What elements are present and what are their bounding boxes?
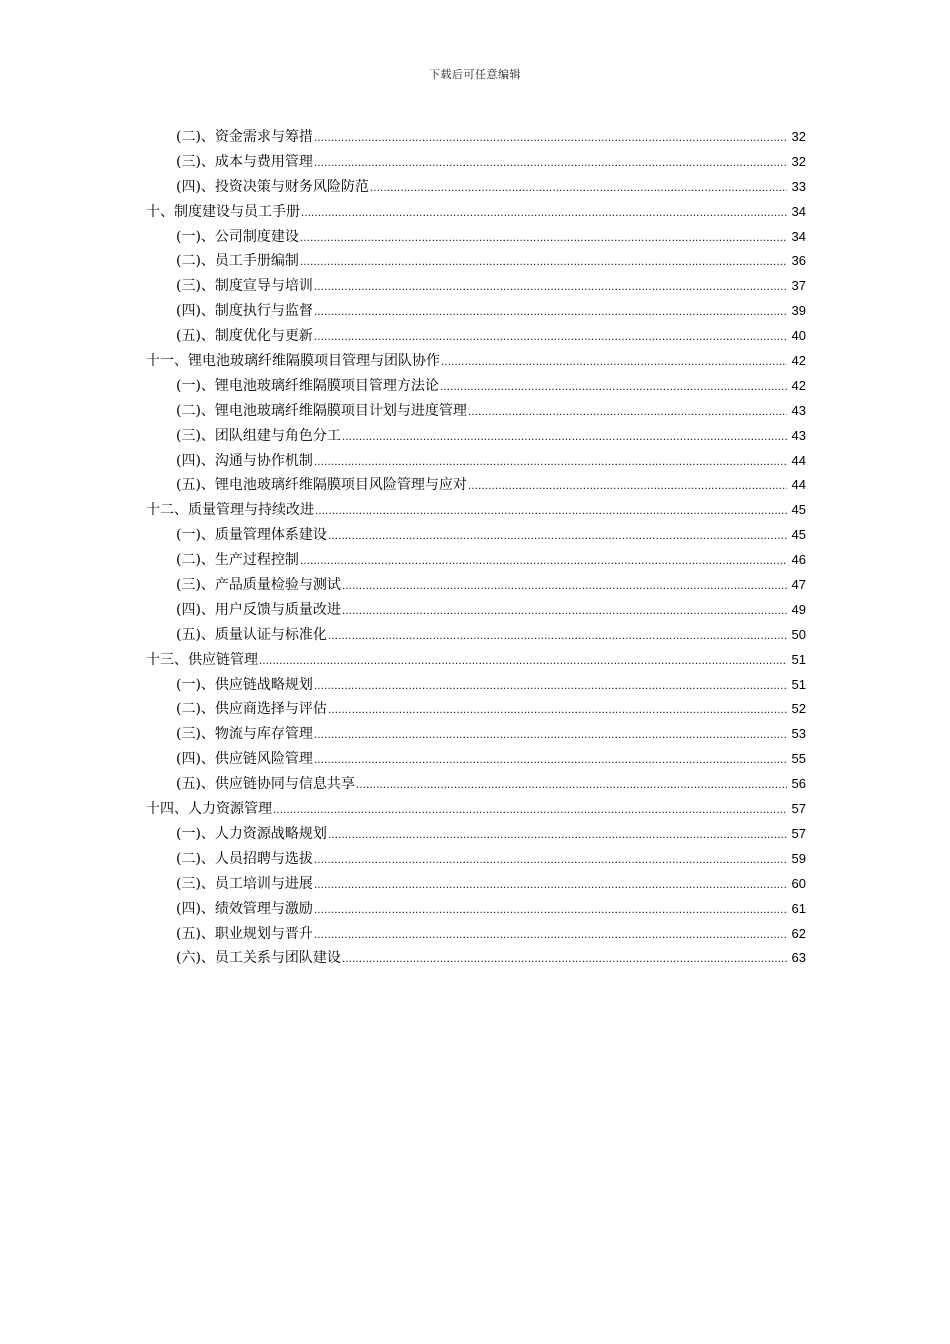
toc-section-link[interactable]: [146, 823, 806, 848]
toc-section-link[interactable]: [146, 126, 806, 151]
toc-section-link[interactable]: [146, 748, 806, 773]
toc-entry-title: (四)、绩效管理与激励: [176, 900, 313, 917]
toc-entry-title: (二)、生产过程控制: [176, 552, 299, 569]
toc-section-link[interactable]: [146, 474, 806, 499]
page-header: 下载后可任意编辑: [429, 68, 521, 81]
dot-leader: [314, 930, 787, 941]
toc-section-link[interactable]: [146, 773, 806, 798]
toc-page-number: 32: [791, 129, 806, 144]
toc-entry-title: 十、制度建设与员工手册: [146, 203, 300, 220]
toc-page-number: 44: [791, 477, 806, 493]
toc-page-number: 56: [791, 776, 806, 792]
dot-leader: [314, 755, 787, 766]
toc-page-number: 55: [791, 751, 806, 767]
dot-leader: [342, 581, 787, 592]
toc-entry-title: 十三、供应链管理: [146, 651, 258, 668]
toc-section-link[interactable]: [146, 848, 806, 873]
dot-leader: [440, 382, 787, 393]
toc-page-number: 42: [791, 377, 806, 393]
toc-page-number: 43: [791, 427, 806, 443]
dot-leader: [314, 457, 787, 468]
dot-leader: [300, 233, 787, 244]
toc-section-link[interactable]: [146, 275, 806, 300]
toc-page-number: 51: [791, 651, 806, 667]
toc-section-link[interactable]: [146, 947, 806, 972]
toc-section-link[interactable]: [146, 549, 806, 574]
toc-entry-title: (二)、员工手册编制: [176, 253, 299, 270]
dot-leader: [273, 805, 787, 816]
toc-section-link[interactable]: [146, 176, 806, 201]
table-of-contents: [146, 126, 806, 972]
toc-section-link[interactable]: [146, 599, 806, 624]
toc-entry-title: (六)、员工关系与团队建设: [176, 950, 341, 967]
toc-entry-title: (一)、锂电池玻璃纤维隔膜项目管理方法论: [176, 377, 439, 394]
toc-entry-title: (四)、制度执行与监督: [176, 303, 313, 320]
toc-section-link[interactable]: [146, 325, 806, 350]
dot-leader: [328, 631, 787, 642]
toc-page-number: 33: [791, 178, 806, 194]
toc-page-number: 57: [791, 825, 806, 841]
toc-entry-title: 十二、质量管理与持续改进: [146, 502, 314, 519]
toc-entry-title: (二)、资金需求与筹措: [176, 129, 313, 145]
dot-leader: [370, 183, 787, 194]
toc-page-number: 61: [791, 900, 806, 916]
toc-entry-title: (三)、员工培训与进展: [176, 875, 313, 892]
toc-entry-title: 十一、锂电池玻璃纤维隔膜项目管理与团队协作: [146, 353, 440, 370]
toc-page-number: 34: [791, 228, 806, 244]
dot-leader: [314, 332, 787, 343]
dot-leader: [314, 730, 787, 741]
toc-entry-title: (三)、团队组建与角色分工: [176, 427, 341, 444]
toc-page-number: 49: [791, 601, 806, 617]
dot-leader: [314, 282, 787, 293]
toc-entry-title: (五)、供应链协同与信息共享: [176, 776, 355, 793]
toc-page-number: 40: [791, 328, 806, 344]
toc-chapter-link[interactable]: [146, 798, 806, 823]
toc-page-number: 59: [791, 850, 806, 866]
toc-section-link[interactable]: [146, 698, 806, 723]
toc-section-link[interactable]: [146, 400, 806, 425]
dot-leader: [342, 606, 787, 617]
toc-entry-title: (二)、人员招聘与选拔: [176, 850, 313, 867]
toc-section-link[interactable]: [146, 375, 806, 400]
toc-page-number: 43: [791, 402, 806, 418]
toc-entry-title: 十四、人力资源管理: [146, 801, 272, 818]
toc-page-number: 53: [791, 726, 806, 742]
toc-page-number: 39: [791, 303, 806, 319]
toc-section-link[interactable]: [146, 624, 806, 649]
toc-entry-title: (四)、用户反馈与质量改进: [176, 601, 341, 618]
dot-leader: [441, 357, 787, 368]
dot-leader: [259, 656, 787, 667]
toc-entry-title: (四)、供应链风险管理: [176, 751, 313, 768]
toc-page-number: 34: [791, 203, 806, 219]
toc-page-number: 47: [791, 577, 806, 593]
toc-chapter-link[interactable]: [146, 201, 806, 226]
toc-section-link[interactable]: [146, 450, 806, 475]
toc-entry-title: (一)、公司制度建设: [176, 228, 299, 245]
dot-leader: [314, 855, 787, 866]
toc-section-link[interactable]: [146, 300, 806, 325]
toc-entry-title: (一)、质量管理体系建设: [176, 527, 327, 544]
toc-page-number: 62: [791, 925, 806, 941]
toc-entry-title: (三)、制度宣导与培训: [176, 278, 313, 295]
toc-entry-title: (四)、沟通与协作机制: [176, 452, 313, 469]
toc-page-number: 45: [791, 527, 806, 543]
dot-leader: [356, 780, 787, 791]
toc-chapter-link[interactable]: [146, 649, 806, 674]
toc-page-number: 46: [791, 552, 806, 568]
toc-section-link[interactable]: [146, 674, 806, 699]
toc-entry-title: (五)、制度优化与更新: [176, 328, 313, 345]
toc-entry-title: (三)、产品质量检验与测试: [176, 577, 341, 594]
toc-page-number: 52: [791, 701, 806, 717]
toc-section-link[interactable]: [146, 574, 806, 599]
toc-page-number: 50: [791, 626, 806, 642]
toc-page-number: 57: [791, 801, 806, 817]
dot-leader: [342, 432, 787, 443]
toc-chapter-link[interactable]: [146, 499, 806, 524]
dot-leader: [314, 880, 787, 891]
toc-entry-title: (三)、成本与费用管理: [176, 153, 313, 170]
toc-entry-title: (三)、物流与库存管理: [176, 726, 313, 743]
toc-page-number: 36: [791, 253, 806, 269]
toc-section-link[interactable]: [146, 226, 806, 251]
dot-leader: [300, 556, 787, 567]
toc-entry-title: (二)、锂电池玻璃纤维隔膜项目计划与进度管理: [176, 402, 467, 419]
toc-entry-title: (五)、职业规划与晋升: [176, 925, 313, 942]
toc-section-link[interactable]: [146, 524, 806, 549]
toc-page-number: 37: [791, 278, 806, 294]
dot-leader: [328, 830, 787, 841]
dot-leader: [468, 481, 787, 492]
toc-chapter-link[interactable]: [146, 350, 806, 375]
dot-leader: [468, 407, 787, 418]
toc-section-link[interactable]: [146, 898, 806, 923]
dot-leader: [315, 506, 787, 517]
toc-entry-title: (二)、供应商选择与评估: [176, 701, 327, 718]
dot-leader: [301, 208, 787, 219]
dot-leader: [328, 531, 787, 542]
toc-section-link[interactable]: [146, 151, 806, 176]
toc-entry-title: (一)、人力资源战略规划: [176, 825, 327, 842]
dot-leader: [314, 307, 787, 318]
dot-leader: [328, 705, 787, 716]
dot-leader: [314, 158, 787, 169]
toc-entry-title: (四)、投资决策与财务风险防范: [176, 178, 369, 195]
dot-leader: [314, 681, 787, 692]
toc-entry-title: (五)、锂电池玻璃纤维隔膜项目风险管理与应对: [176, 477, 467, 494]
toc-section-link[interactable]: [146, 923, 806, 948]
toc-entry-title: (五)、质量认证与标准化: [176, 626, 327, 643]
toc-page-number: 51: [791, 676, 806, 692]
dot-leader: [342, 954, 787, 965]
toc-section-link[interactable]: [146, 873, 806, 898]
toc-entry-title: (一)、供应链战略规划: [176, 676, 313, 693]
toc-page-number: 44: [791, 452, 806, 468]
dot-leader: [300, 257, 787, 268]
toc-page-number: 60: [791, 875, 806, 891]
toc-page-number: 45: [791, 502, 806, 518]
dot-leader: [314, 133, 787, 144]
toc-page-number: 32: [791, 153, 806, 169]
toc-page-number: 42: [791, 353, 806, 369]
toc-section-link[interactable]: [146, 250, 806, 275]
toc-page-number: 63: [791, 950, 806, 966]
toc-section-link[interactable]: [146, 723, 806, 748]
dot-leader: [314, 905, 787, 916]
toc-section-link[interactable]: [146, 425, 806, 450]
